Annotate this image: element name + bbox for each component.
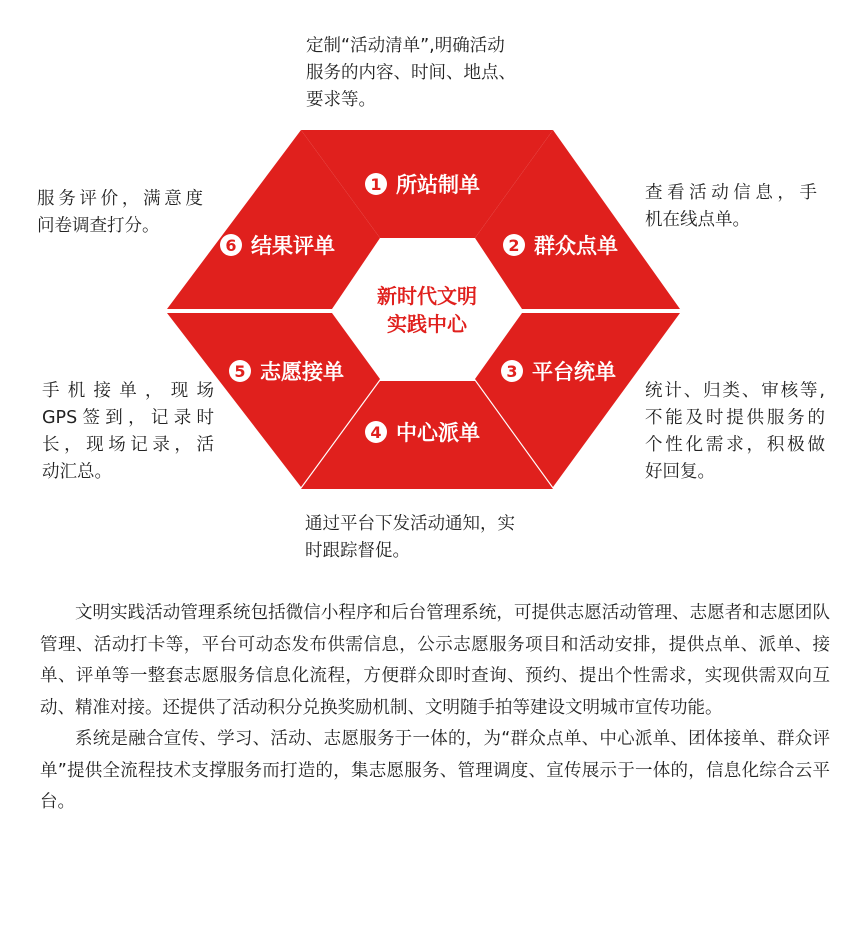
paragraph-1: 文明实践活动管理系统包括微信小程序和后台管理系统，可提供志愿活动管理、志愿者和志愿团队管理、活动打卡等，平台可动态发布供需信息，公示志愿服务项目和活动安排，提供点单、派单、接单、评单等一整套志愿服务信息化流程，方便群众即时查询、预约、提出个性需求，实现供需双向互动、精准对接。还提供了活动积分兑换奖励机制、文明随手拍等建设文明城市宣传功能。 bbox=[40, 603, 830, 718]
step-4-label: 中心派单 bbox=[396, 421, 480, 445]
step-4-number: 4 bbox=[370, 423, 382, 442]
note-upper-left bbox=[37, 186, 203, 240]
note-line: 问卷调查打分。 bbox=[37, 216, 160, 236]
center-title-line1: 新时代文明 bbox=[377, 284, 477, 308]
note-line: 定制“活动清单”,明确活动 bbox=[306, 36, 505, 56]
note-line: 机在线点单。 bbox=[645, 210, 750, 230]
note-line: 手机接单，现场 bbox=[42, 381, 214, 401]
note-line: 通过平台下发活动通知，实 bbox=[305, 514, 515, 534]
center-label bbox=[377, 284, 477, 336]
center-title-line2: 实践中心 bbox=[387, 312, 467, 336]
step-5-label: 志愿接单 bbox=[260, 360, 344, 384]
step-1-label: 所站制单 bbox=[396, 173, 480, 197]
note-line: 个性化需求，积极做 bbox=[645, 435, 825, 455]
note-lower-left bbox=[42, 378, 214, 486]
step-6-label: 结果评单 bbox=[251, 234, 335, 258]
note-line: GPS签到，记录时 bbox=[42, 408, 214, 428]
note-line: 服务评价，满意度 bbox=[37, 189, 203, 209]
note-bottom bbox=[305, 511, 515, 565]
note-line: 不能及时提供服务的 bbox=[645, 408, 825, 428]
note-line: 要求等。 bbox=[306, 90, 376, 110]
step-1-number: 1 bbox=[370, 175, 382, 194]
step-2-label: 群众点单 bbox=[534, 234, 618, 258]
note-line: 服务的内容、时间、地点、 bbox=[306, 63, 516, 83]
step-2-number: 2 bbox=[508, 236, 520, 255]
description-text bbox=[40, 598, 830, 819]
note-top bbox=[306, 33, 516, 114]
note-line: 统计、归类、审核等, bbox=[645, 381, 825, 401]
step-3-label: 平台统单 bbox=[532, 360, 616, 384]
step-3-number: 3 bbox=[506, 362, 518, 381]
note-upper-right bbox=[645, 180, 817, 234]
note-line: 动汇总。 bbox=[42, 462, 112, 482]
note-line: 长，现场记录，活 bbox=[42, 435, 214, 455]
note-line: 查看活动信息，手 bbox=[645, 183, 817, 203]
step-6-number: 6 bbox=[225, 236, 237, 255]
note-lower-right bbox=[645, 378, 825, 486]
step-5-number: 5 bbox=[234, 362, 246, 381]
note-line: 时跟踪督促。 bbox=[305, 541, 410, 561]
note-line: 好回复。 bbox=[645, 462, 715, 482]
paragraph-2: 系统是融合宣传、学习、活动、志愿服务于一体的，为“群众点单、中心派单、团体接单、群众评单”提供全流程技术支撑服务而打造的，集志愿服务、管理调度、宣传展示于一体的，信息化综合云平台。 bbox=[40, 729, 830, 812]
